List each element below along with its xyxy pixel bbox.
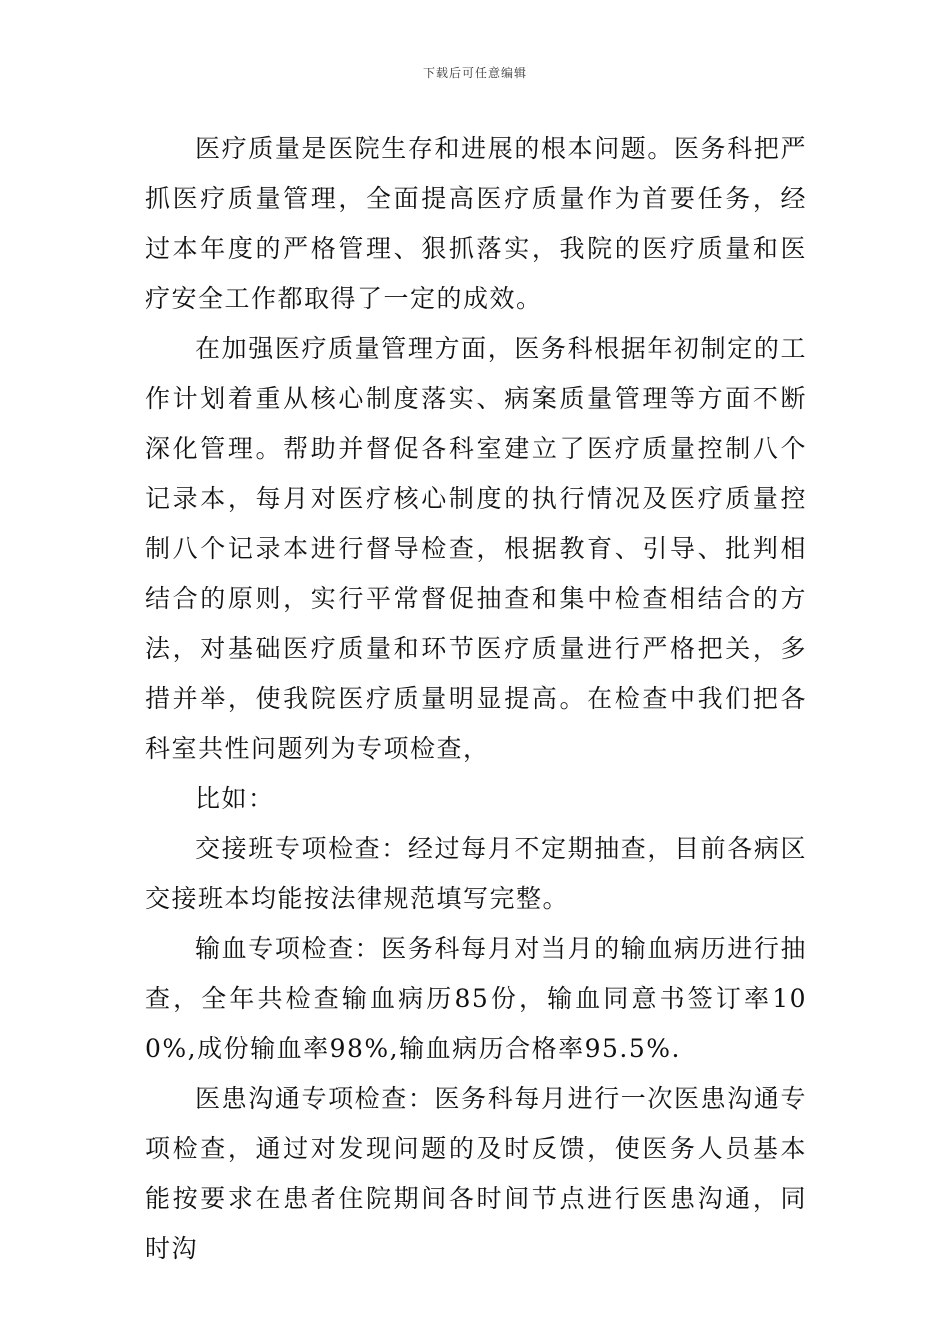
paragraph-5: 输血专项检查：医务科每月对当月的输血病历进行抽查，全年共检查输血病历85份，输血同意书签订率100%,成份输血率98%,输血病历合格率95.5%. (145, 934, 807, 1063)
paragraph-1: 医疗质量是医院生存和进展的根本问题。医务科把严抓医疗质量管理，全面提高医疗质量作为首要任务，经过本年度的严格管理、狠抓落实，我院的医疗质量和医疗安全工作都取得了一定的成效。 (145, 134, 807, 313)
paragraph-3: 比如： (195, 784, 275, 813)
paragraph-4: 交接班专项检查：经过每月不定期抽查，目前各病区交接班本均能按法律规范填写完整。 (145, 834, 807, 913)
paragraph-6: 医患沟通专项检查：医务科每月进行一次医患沟通专项检查，通过对发现问题的及时反馈，使医务人员基本能按要求在患者住院期间各时间节点进行医患沟通，同时沟 (145, 1084, 807, 1263)
paragraph-2: 在加强医疗质量管理方面，医务科根据年初制定的工作计划着重从核心制度落实、病案质量管理等方面不断深化管理。帮助并督促各科室建立了医疗质量控制八个记录本，每月对医疗核心制度的执行情况及医疗质量控制八个记录本进行督导检查，根据教育、引导、批判相结合的原则，实行平常督促抽查和集中检查相结合的方法，对基础医疗质量和环节医疗质量进行严格把关，多措并举，使我院医疗质量明显提高。在检查中我们把各科室共性问题列为专项检查， (145, 334, 807, 763)
page-header: 下载后可任意编辑 (422, 66, 527, 80)
document-body (145, 124, 807, 1274)
